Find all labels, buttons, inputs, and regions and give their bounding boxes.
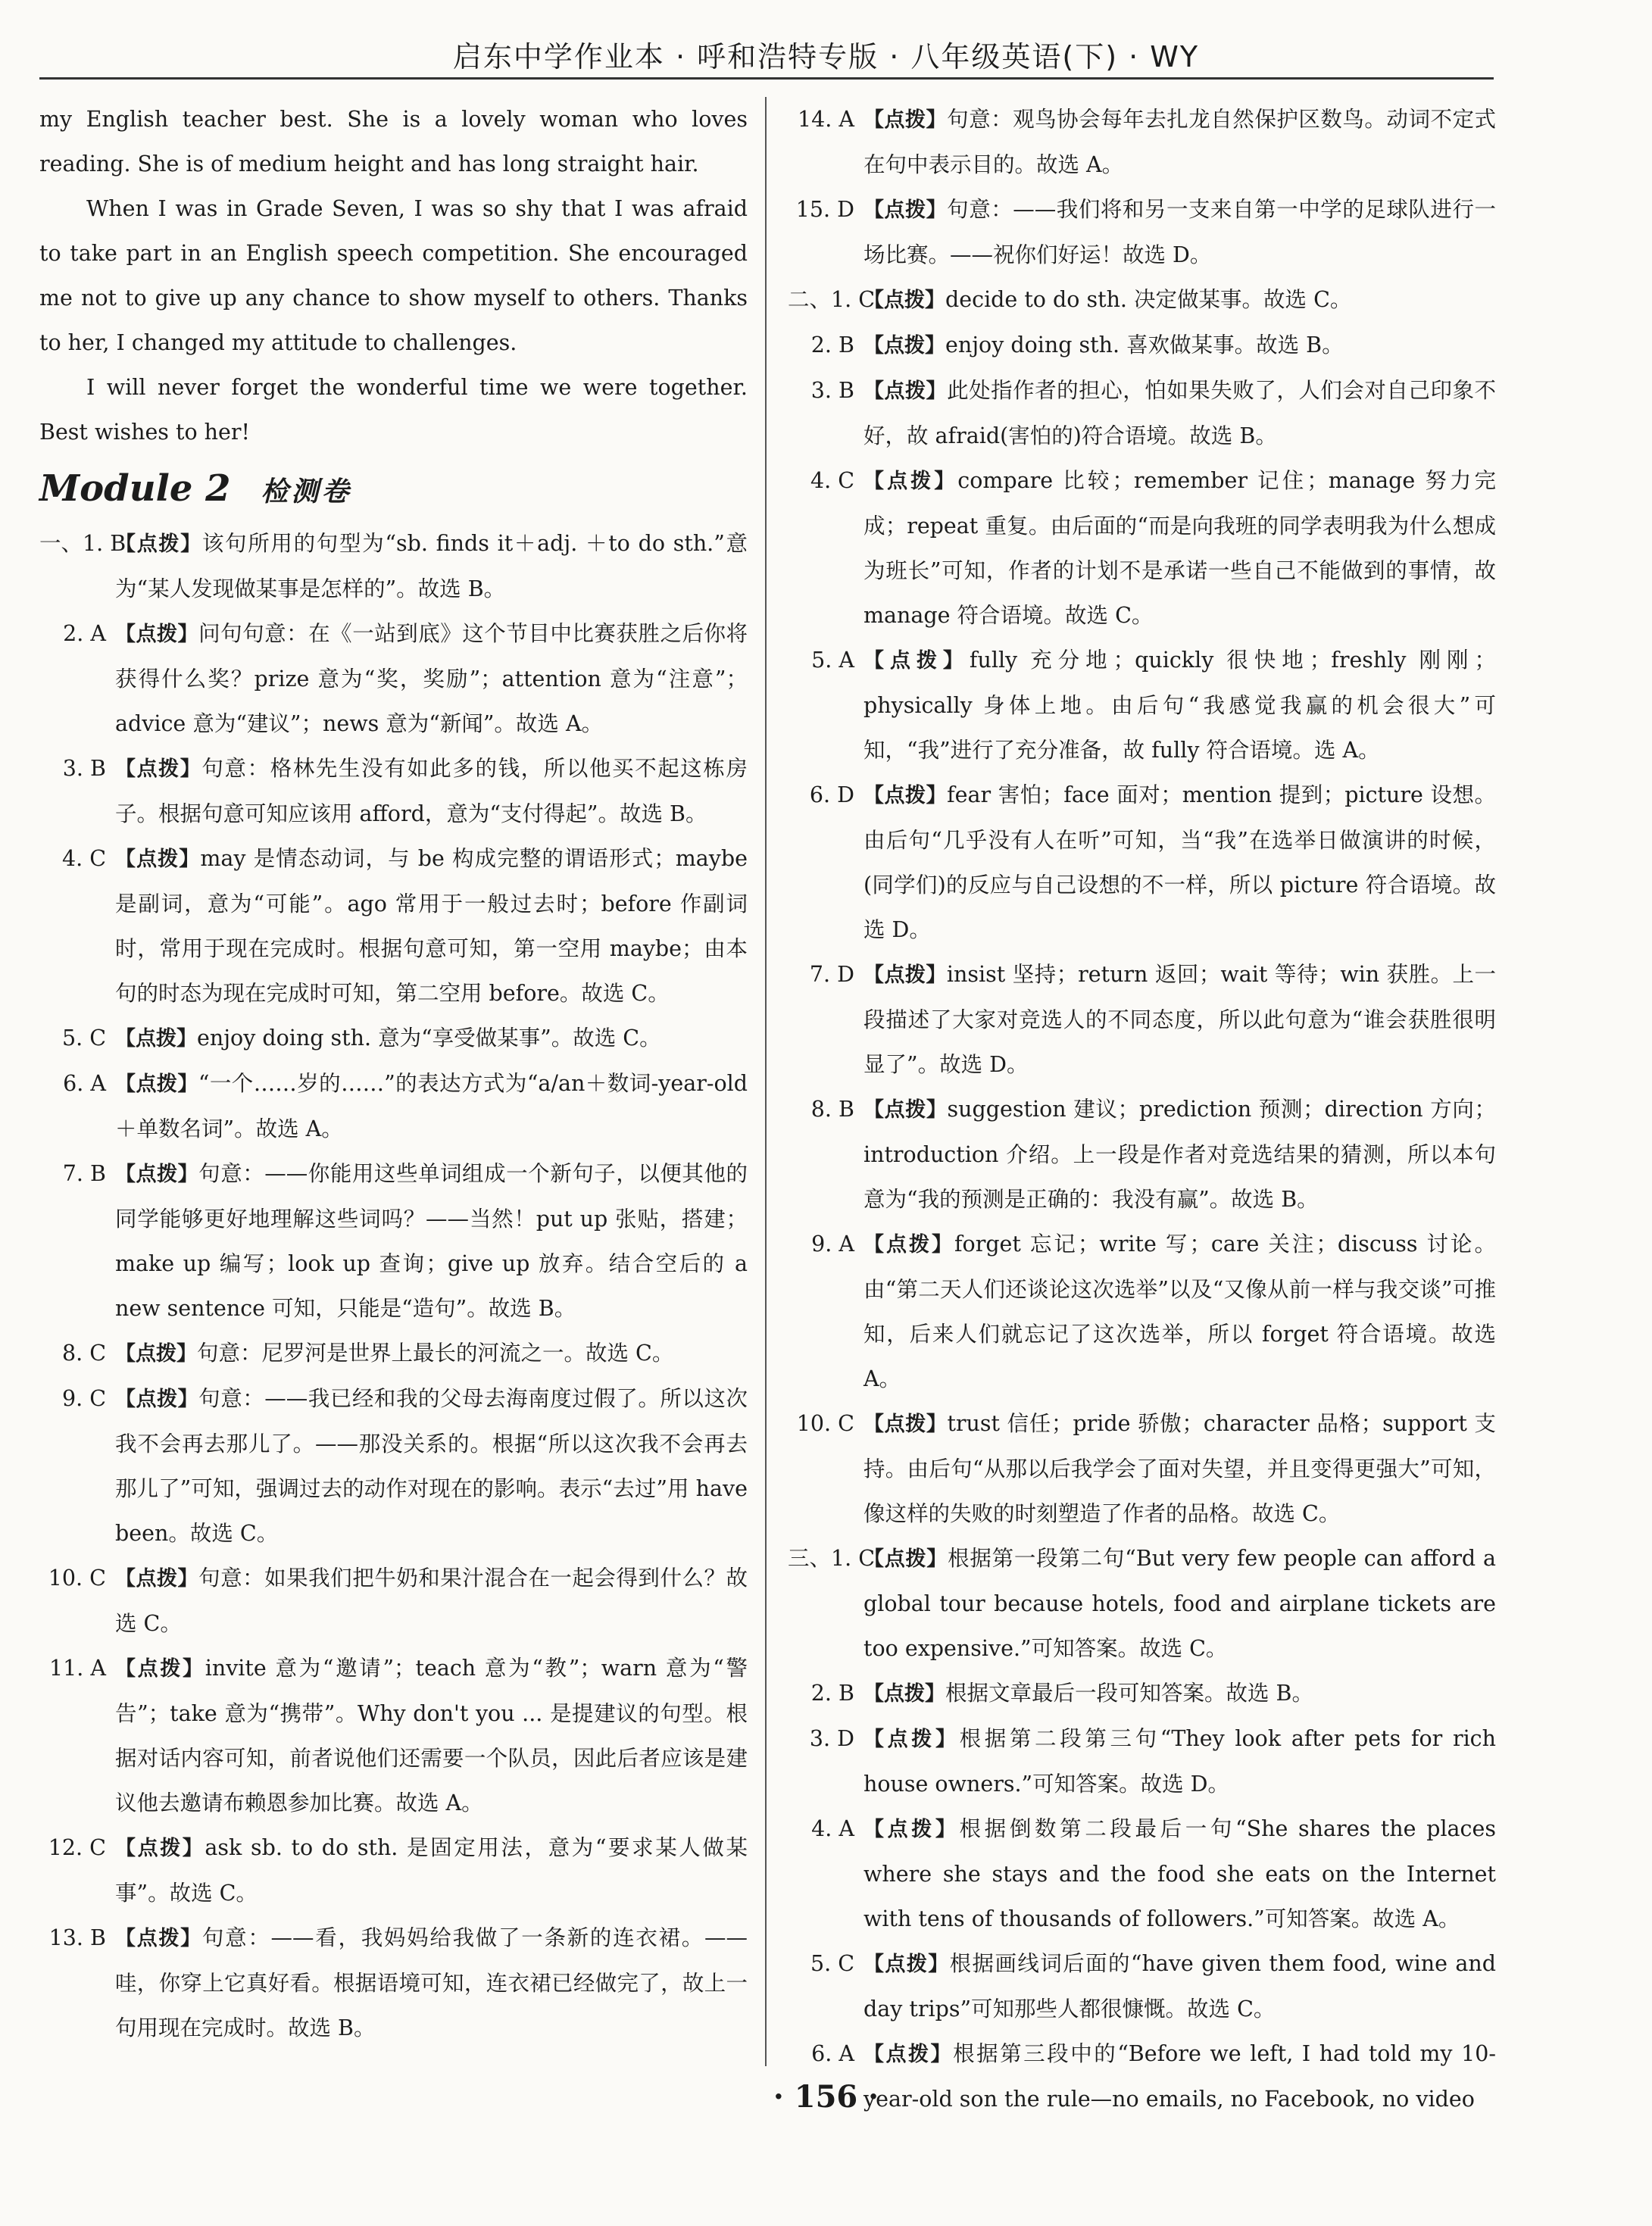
answer-explanation: may 是情态动词，与 be 构成完整的谓语形式；maybe 是副词，意为“可能”。ago 常用于一般过去时；before 作副词时，常用于现在完成时。根据句意可知，第一空用 maybe；由本句的时态为现在完成时可知，第二空用 before。故选 C。	[115, 846, 748, 1006]
answer-explanation: 句意：尼罗河是世界上最长的河流之一。故选 C。	[197, 1341, 674, 1366]
tip-label: 【点拨】	[863, 1818, 960, 1841]
tip-label: 【点拨】	[863, 1413, 948, 1436]
answer-item	[39, 836, 748, 1016]
tip-label: 【点拨】	[863, 1728, 960, 1751]
answer-number: 三、1. C	[788, 1546, 876, 1571]
answer-explanation: 句意：如果我们把牛奶和果汁混合在一起会得到什么？故选 C。	[115, 1566, 748, 1636]
page-number: · 156 ·	[773, 2079, 879, 2115]
answer-explanation: 句意：观鸟协会每年去扎龙自然保护区数鸟。动词不定式在句中表示目的。故选 A。	[863, 107, 1496, 177]
tip-label: 【点拨】	[115, 757, 202, 781]
answer-item	[788, 1941, 1496, 2031]
answer-number: 一、1. B	[39, 531, 126, 556]
answer-item	[788, 323, 1496, 368]
tip-label: 【点拨】	[863, 379, 948, 403]
answer-number: 4. C	[61, 846, 106, 871]
answer-explanation: 根据画线词后面的“have given them food, wine and day trips”可知那些人都很慷慨。故选 C。	[863, 1951, 1496, 2022]
answer-explanation: 问句句意：在《一站到底》这个节目中比赛获胜之后你将获得什么奖？prize 意为“奖，奖励”；attention 意为“注意”；advice 意为“建议”；news 意为“新闻”。故选 A。	[115, 621, 748, 736]
answer-explanation: compare 比较；remember 记住；manage 努力完成；repeat 重复。由后面的“而是向我班的同学表明我为什么想成为班长”可知，作者的计划不是承诺一些自己不能做到的事情，故 manage 符合语境。故选 C。	[863, 468, 1497, 628]
answer-item	[788, 773, 1496, 952]
answer-item	[788, 187, 1496, 277]
answer-item	[788, 1716, 1496, 1806]
module-title: Module 2	[39, 467, 231, 510]
answer-number: 7. D	[809, 962, 854, 987]
answer-item	[788, 638, 1496, 773]
tip-label: 【点拨】	[115, 848, 201, 871]
answer-explanation: 句意：——你能用这些单词组成一个新句子，以便其他的同学能够更好地理解这些词吗？——当然！put up 张贴，搭建；make up 编写；look up 查询；give up 放弃。结合空后的 a new sentence 可知，只能是“造句”。故选 B。	[115, 1161, 748, 1321]
answer-number: 4. A	[811, 1816, 854, 1841]
answer-item	[39, 1331, 748, 1376]
answer-explanation: 根据第三段中的“Before we left, I had told my 10-year-old son the rule—no emails, no Facebook, no video	[863, 2041, 1497, 2112]
tip-label: 【点拨】	[863, 1682, 945, 1706]
answer-item	[788, 1401, 1496, 1536]
answer-number: 10. C	[796, 1411, 854, 1436]
tip-label: 【点拨】	[863, 2043, 954, 2066]
answer-item	[788, 1806, 1496, 1941]
answer-number: 11. A	[49, 1656, 106, 1681]
answer-number: 14. A	[798, 107, 854, 132]
tip-label: 【点拨】	[115, 1027, 197, 1051]
answer-explanation: 根据倒数第二段最后一句“She shares the places where she stays and the food she eats on the Internet with tens of thousands of followers.”可知答案。故选 A。	[863, 1816, 1497, 1931]
tip-label: 【点拨】	[115, 1342, 197, 1366]
answer-number: 15. D	[795, 197, 854, 222]
answer-explanation: ask sb. to do sth. 是固定用法，意为“要求某人做某事”。故选 C。	[115, 1835, 748, 1906]
answer-number: 8. C	[61, 1341, 106, 1366]
answer-item	[39, 1061, 748, 1151]
letter-paragraph-2: When I was in Grade Seven, I was so shy that I was afraid to take part in an English speech competition. She encouraged me not to give up any chance to show myself to others. Thanks to her, I changed my attitude to challenges.	[39, 196, 748, 355]
answer-number: 12. C	[48, 1835, 106, 1860]
running-header: 启东中学作业本 · 呼和浩特专版 · 八年级英语(下) · WY	[452, 40, 1200, 73]
tip-label: 【点拨】	[115, 1388, 199, 1411]
answer-explanation: forget 忘记；write 写；care 关注；discuss 讨论。由“第二天人们还谈论这次选举”以及“又像从前一样与我交谈”可推知，后来人们就忘记了这次选举，所以 forget 符合语境。故选 A。	[863, 1232, 1496, 1391]
answer-item	[788, 277, 1496, 323]
tip-label: 【点拨】	[863, 289, 945, 312]
answer-explanation: suggestion 建议；prediction 预测；direction 方向；introduction 介绍。上一段是作者对竞选结果的猜测，所以本句意为“我的预测是正确的：我没有赢”。故选 B。	[863, 1097, 1497, 1212]
answer-explanation: trust 信任；pride 骄傲；character 品格；support 支持。由后句“从那以后我学会了面对失望，并且变得更强大”可知，像这样的失败的时刻塑造了作者的品格。故选 C。	[863, 1411, 1497, 1526]
answer-explanation: 句意：——我已经和我的父母去海南度过假了。所以这次我不会再去那儿了。——那没关系的。根据“所以这次我不会再去那儿了”可知，强调过去的动作对现在的影响。表示“去过”用 have been。故选 C。	[115, 1386, 748, 1546]
answer-explanation: enjoy doing sth. 喜欢做某事。故选 B。	[945, 332, 1344, 357]
module-subtitle: 检测卷	[261, 476, 352, 507]
answer-explanation: 根据第一段第二句“But very few people can afford a global tour because hotels, food and airplane tickets are too expensive.”可知答案。故选 C。	[863, 1546, 1496, 1661]
answer-explanation: 根据第二段第三句“They look after pets for rich house owners.”可知答案。故选 D。	[863, 1726, 1497, 1797]
answer-number: 6. D	[809, 782, 854, 807]
tip-label: 【点拨】	[115, 1163, 199, 1186]
answer-explanation: insist 坚持；return 返回；wait 等待；win 获胜。上一段描述了大家对竞选人的不同态度，所以此句意为“谁会获胜很明显了”。故选 D。	[863, 962, 1497, 1077]
answer-number: 5. C	[61, 1026, 106, 1051]
answer-explanation: invite 意为“邀请”；teach 意为“教”；warn 意为“警告”；take 意为“携带”。Why don't you ... 是提建议的句型。根据对话内容可知，前者说他们还需要一个队员，因此后者应该是建议他去邀请布赖恩参加比赛。故选 A。	[115, 1656, 748, 1815]
tip-label: 【点拨】	[863, 470, 958, 493]
answer-item	[39, 611, 748, 746]
tip-label: 【点拨】	[115, 623, 199, 646]
answer-explanation: 句意：——看，我妈妈给我做了一条新的连衣裙。——哇，你穿上它真好看。根据语境可知，连衣裙已经做完了，故上一句用现在完成时。故选 B。	[115, 1925, 748, 2040]
answer-item	[39, 746, 748, 836]
left-answer-list	[39, 521, 748, 2050]
answer-item	[39, 1376, 748, 1556]
answer-explanation: decide to do sth. 决定做某事。故选 C。	[945, 287, 1352, 312]
tip-label: 【点拨】	[863, 198, 948, 222]
tip-label: 【点拨】	[863, 108, 948, 132]
right-column	[788, 97, 1496, 2121]
tip-label: 【点拨】	[115, 1927, 202, 1950]
answer-number: 7. B	[62, 1161, 106, 1186]
answer-explanation: fully 充分地；quickly 很快地；freshly 刚刚；physically 身体上地。由后句“我感觉我赢的机会很大”可知，“我”进行了充分准备，故 fully 符合语境。选 A。	[863, 648, 1497, 763]
answer-number: 5. C	[810, 1951, 854, 1976]
answer-number: 3. D	[809, 1726, 854, 1751]
answer-number: 二、1. C	[788, 287, 876, 312]
answer-explanation: 句意：——我们将和另一支来自第一中学的足球队进行一场比赛。——祝你们好运！故选 D。	[863, 197, 1496, 267]
tip-label: 【点拨】	[115, 1072, 198, 1096]
answer-number: 2. B	[810, 1681, 854, 1706]
answer-number: 5. A	[811, 648, 854, 673]
tip-label: 【点拨】	[115, 1837, 205, 1860]
answer-number: 3. B	[810, 378, 854, 403]
answer-number: 9. A	[811, 1232, 854, 1257]
answer-explanation: 此处指作者的担心，怕如果失败了，人们会对自己印象不好，故 afraid(害怕的)符合语境。故选 B。	[863, 378, 1496, 448]
right-answer-list	[788, 97, 1496, 2121]
answer-item	[788, 1222, 1496, 1401]
answer-number: 6. A	[63, 1071, 106, 1096]
answer-item	[39, 1151, 748, 1331]
answer-number: 8. B	[810, 1097, 854, 1122]
answer-item	[788, 1536, 1496, 1671]
answer-explanation: 句意：格林先生没有如此多的钱，所以他买不起这栋房子。根据句意可知应该用 afford，意为“支付得起”。故选 B。	[115, 756, 748, 826]
tip-label: 【点拨】	[115, 532, 202, 556]
answer-item	[39, 1556, 748, 1646]
tip-label: 【点拨】	[863, 784, 948, 807]
tip-label: 【点拨】	[863, 1233, 954, 1257]
tip-label: 【点拨】	[115, 1657, 205, 1681]
answer-explanation: enjoy doing sth. 意为“享受做某事”。故选 C。	[197, 1026, 661, 1051]
answer-item	[788, 97, 1496, 187]
answer-item	[788, 1087, 1496, 1222]
answer-number: 2. A	[63, 621, 106, 646]
answer-item	[39, 1016, 748, 1061]
answer-item	[788, 1671, 1496, 1716]
letter-paragraph-1: my English teacher best. She is a lovely woman who loves reading. She is of medium height and has long straight hair.	[39, 107, 748, 176]
answer-number: 13. B	[48, 1925, 106, 1950]
answer-item	[39, 521, 748, 611]
answer-number: 6. A	[811, 2041, 854, 2066]
header-rule	[39, 77, 1494, 80]
tip-label: 【点拨】	[115, 1567, 199, 1591]
answer-item	[788, 458, 1496, 638]
tip-label: 【点拨】	[863, 963, 947, 987]
answer-item	[788, 368, 1496, 458]
answer-number: 9. C	[61, 1386, 106, 1411]
answer-explanation: 该句所用的句型为“sb. finds it＋adj. ＋to do sth.”意为“某人发现做某事是怎样的”。故选 B。	[115, 531, 748, 601]
tip-label: 【点拨】	[863, 1547, 948, 1571]
answer-item	[39, 1825, 748, 1915]
tip-label: 【点拨】	[863, 334, 945, 357]
answer-item	[39, 1915, 748, 2050]
tip-label: 【点拨】	[863, 1098, 948, 1122]
left-column	[39, 97, 748, 2050]
answer-number: 2. B	[810, 332, 854, 357]
answer-number: 3. B	[62, 756, 106, 781]
column-divider	[765, 97, 767, 2066]
letter-paragraph-3: I will never forget the wonderful time we were together. Best wishes to her!	[39, 375, 748, 445]
answer-explanation: 根据文章最后一段可知答案。故选 B。	[945, 1681, 1314, 1706]
tip-label: 【点拨】	[863, 649, 970, 673]
answer-number: 10. C	[48, 1566, 106, 1591]
answer-explanation: fear 害怕；face 面对；mention 提到；picture 设想。由后句“几乎没有人在听”可知，当“我”在选举日做演讲的时候，(同学们)的反应与自己设想的不一样，所以 picture 符合语境。故选 D。	[863, 782, 1496, 942]
answer-item	[788, 952, 1496, 1087]
answer-item	[39, 1646, 748, 1825]
module-heading	[39, 462, 748, 518]
answer-explanation: “一个……岁的……”的表达方式为“a/an＋数词-year-old＋单数名词”。故选 A。	[115, 1071, 748, 1141]
answer-number: 4. C	[810, 468, 854, 493]
tip-label: 【点拨】	[863, 1953, 950, 1976]
